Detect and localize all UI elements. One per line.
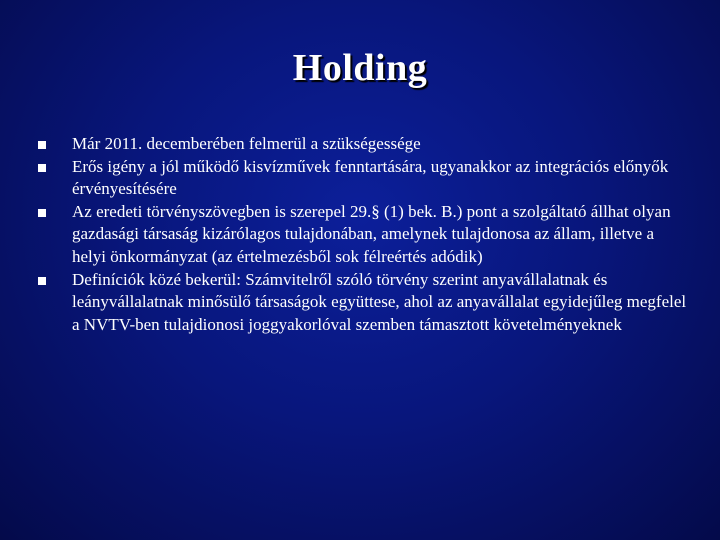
square-bullet-icon xyxy=(38,141,46,149)
bullet-text: Már 2011. decemberében felmerül a szükségessége xyxy=(72,134,421,153)
bullet-item xyxy=(72,133,692,156)
bullet-text: Erős igény a jól működő kisvízművek fenntartására, ugyanakkor az integrációs előnyők érvényesítésére xyxy=(72,156,669,199)
bullet-item xyxy=(72,201,692,269)
square-bullet-icon xyxy=(38,164,46,172)
bullet-text: Definíciók közé bekerül: Számvitelről szóló törvény szerint anyavállalatnak és leányvállalatnak minősülő társaságok együttese, ahol az anyavállalat egyidejűleg megfelel a NVTV-ben tulajdionosi joggyakorlóval szemben támasztott követelményeknek xyxy=(72,269,687,334)
bullet-list xyxy=(72,133,692,336)
square-bullet-icon xyxy=(38,277,46,285)
square-bullet-icon xyxy=(38,209,46,217)
bullet-item xyxy=(72,156,692,201)
bullet-item xyxy=(72,269,692,337)
bullet-text: Az eredeti törvényszövegben is szerepel 29.§ (1) bek. B.) pont a szolgáltató állhat olyan gazdasági társaság kizárólagos tulajdonában, amelynek tulajdonosa az állam, illetve a helyi önkormányzat (az értelmezésből sok félreértés adódik) xyxy=(72,201,671,266)
slide-title: Holding xyxy=(292,47,428,89)
